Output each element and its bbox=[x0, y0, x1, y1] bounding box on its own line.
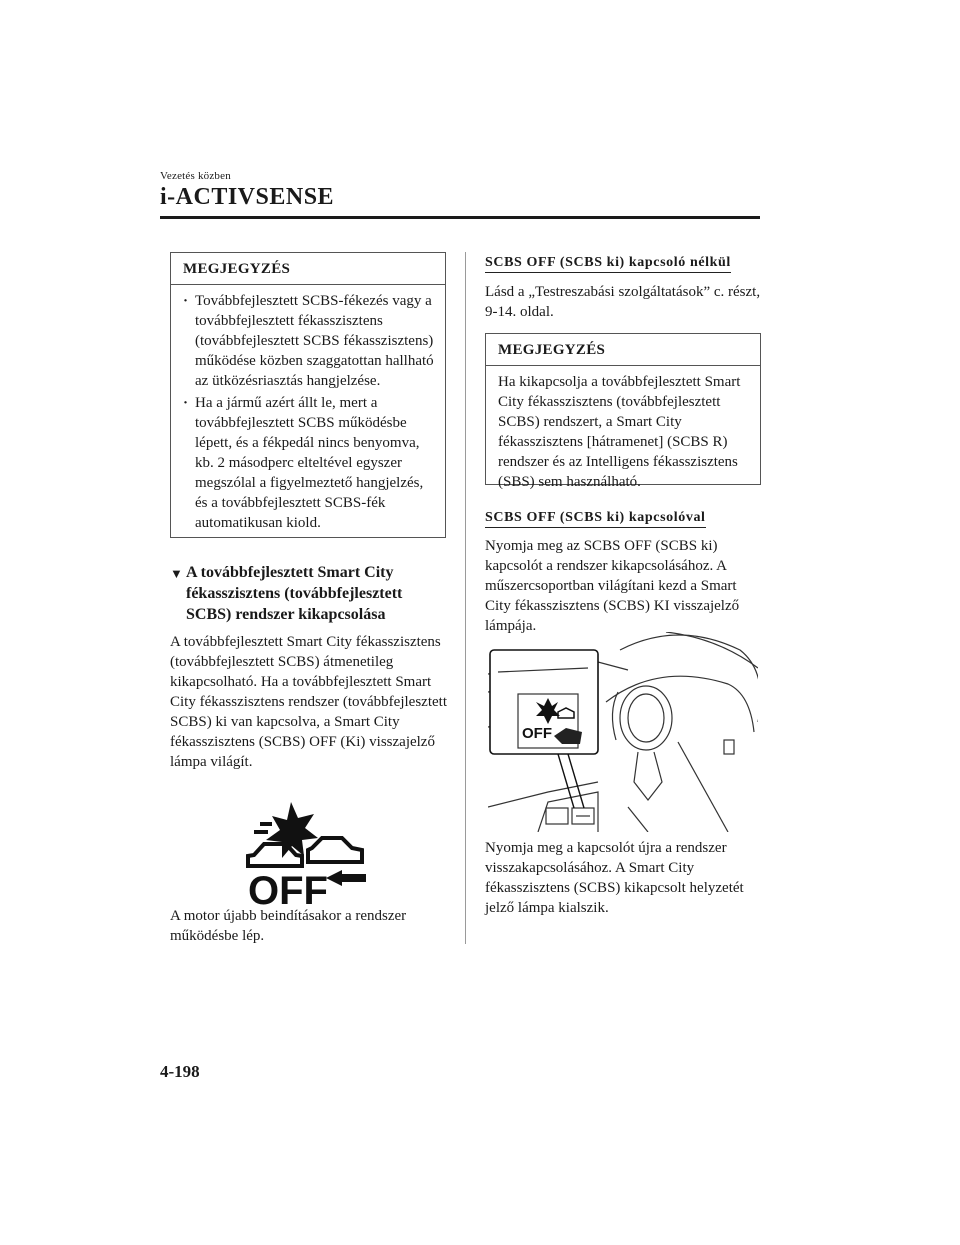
dashboard-illustration-graphic bbox=[488, 632, 758, 832]
triangle-marker-icon: ▼ bbox=[170, 566, 183, 581]
note-box-right bbox=[485, 333, 761, 490]
switch-off-label: OFF bbox=[522, 725, 552, 742]
paragraph: Nyomja meg az SCBS OFF (SCBS ki) kapcsolót a rendszer kikapcsolásához. A műszercsoportban világítani kezd a Smart City fékasszisztens (SCBS) KI visszajelző lámpája. bbox=[485, 538, 740, 634]
note-item: · Ha a jármű azért állt le, mert a továbbfejlesztett SCBS működésbe lépett, és a fékpedál nincs benyomva, kb. 2 másodperc elteltével egyszer megszólal a figyelmeztető hangjelzés, és a továbbfejlesztett SCBS-fék automatikusan kiold. bbox=[183, 393, 439, 533]
note-body: Ha kikapcsolja a továbbfejlesztett Smart City fékasszisztens (továbbfejlesztett SCBS) rendszert, a Smart City fékasszisztens [hátramenet] (SCBS R) rendszer és az Intelligens fékasszisztens (SBS) sem használható. bbox=[498, 374, 741, 490]
note-title: MEGJEGYZÉS bbox=[171, 253, 445, 285]
note-box-left bbox=[170, 252, 446, 538]
scbs-off-indicator-icon bbox=[246, 800, 376, 908]
note-title: MEGJEGYZÉS bbox=[486, 334, 760, 366]
paragraph: Lásd a „Testreszabási szolgáltatások” c. részt, 9-14. oldal. bbox=[485, 284, 761, 320]
paragraph: A motor újabb beindításakor a rendszer működésbe lép. bbox=[170, 908, 407, 944]
scbs-off-indicator-graphic bbox=[246, 800, 376, 908]
icon-off-label: OFF bbox=[248, 869, 328, 908]
column-divider bbox=[465, 252, 466, 944]
paragraph: A továbbfejlesztett Smart City fékasszisztens (továbbfejlesztett SCBS) átmenetileg kikapcsolható. Ha a továbbfejlesztett Smart City fékasszisztens rendszer (továbbfejlesztett SCBS) ki van kapcsolva, a Smart City fékasszisztens (SCBS) OFF (Ki) visszajelző lámpa világít. bbox=[170, 634, 447, 770]
paragraph: Nyomja meg a kapcsolót újra a rendszer visszakapcsolásához. A Smart City fékasszisztens (SCBS) kikapcsolt helyzetét jelző lámpa kialszik. bbox=[485, 840, 744, 916]
subheading: SCBS OFF (SCBS ki) kapcsoló nélkül bbox=[485, 255, 731, 273]
subheading: SCBS OFF (SCBS ki) kapcsolóval bbox=[485, 510, 706, 528]
header-rule bbox=[160, 216, 760, 219]
chapter-title: i-ACTIVSENSE bbox=[160, 184, 335, 210]
section-heading bbox=[170, 562, 450, 625]
section-label: Vezetés közben bbox=[160, 170, 231, 182]
page-number: 4-198 bbox=[160, 1062, 200, 1081]
section-heading-text: A továbbfejlesztett Smart City fékasszisztens (továbbfejlesztett SCBS) rendszer kikapcsolása bbox=[186, 564, 403, 623]
note-body bbox=[171, 285, 445, 533]
note-item: · Továbbfejlesztett SCBS-fékezés vagy a továbbfejlesztett fékasszisztens (továbbfejlesztett SCBS fékasszisztens) működése közben szaggatottan hallható az ütközésriasztás hangjelzése. bbox=[183, 291, 439, 391]
dashboard-switch-illustration bbox=[488, 632, 758, 832]
